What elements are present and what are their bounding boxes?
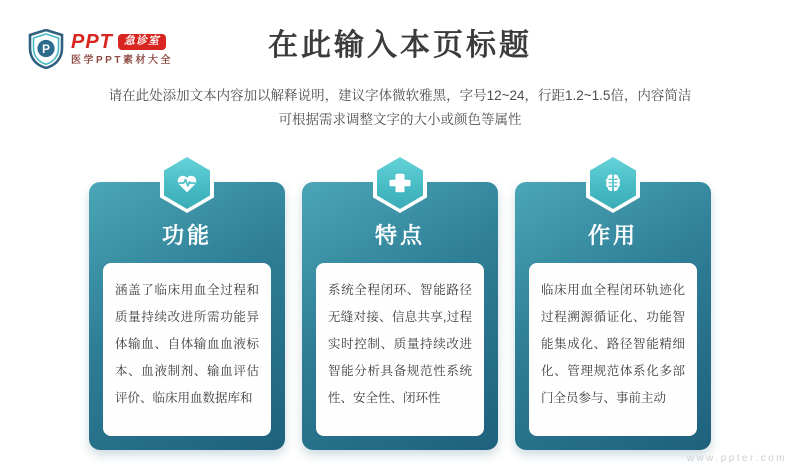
card-feature xyxy=(302,153,498,450)
brand-logo xyxy=(28,29,173,69)
logo-tagline: 医学PPT素材大全 xyxy=(71,55,173,66)
watermark: www.ppter.com xyxy=(686,453,787,464)
card-title: 特点 xyxy=(374,223,425,248)
card-body-text: 涵盖了临床用血全过程和质量持续改进所需功能异体输血、自体输血血液标本、血液制剂、输血评估评价、临床用血数据库和 xyxy=(115,283,259,405)
card-text-box xyxy=(529,263,697,436)
cards-row xyxy=(89,153,711,450)
card-title: 功能 xyxy=(161,223,212,248)
medical-cross-icon xyxy=(377,157,423,209)
svg-text:P: P xyxy=(41,42,51,56)
card-title: 作用 xyxy=(587,223,638,248)
logo-text: PPT xyxy=(71,31,113,53)
heart-pulse-icon xyxy=(164,157,210,209)
subtitle-line-2: 可根据需求调整文字的大小或颜色等属性 xyxy=(278,112,522,128)
brain-icon xyxy=(590,157,636,209)
card-body-text: 临床用血全程闭环轨迹化过程溯源循证化、功能智能集成化、路径智能精细化、管理规范体系化多部门全员参与、事前主动 xyxy=(541,283,685,405)
card-panel xyxy=(89,182,285,450)
card-panel xyxy=(515,182,711,450)
logo-badge: 急诊室 xyxy=(118,34,166,50)
card-effect xyxy=(515,153,711,450)
card-body-text: 系统全程闭环、智能路径无缝对接、信息共享,过程实时控制、质量持续改进智能分析具备规范性系统性、安全性、闭环性 xyxy=(328,283,472,405)
card-text-box xyxy=(103,263,271,436)
subtitle-line-1: 请在此处添加文本内容加以解释说明，建议字体微软雅黑，字号12~24，行距1.2~1.5倍，内容简洁 xyxy=(108,88,692,104)
card-text-box xyxy=(316,263,484,436)
shield-logo-icon xyxy=(28,29,64,69)
page-subtitle xyxy=(0,84,800,133)
page-title: 在此输入本页标题 xyxy=(268,29,532,62)
card-panel xyxy=(302,182,498,450)
card-function xyxy=(89,153,285,450)
